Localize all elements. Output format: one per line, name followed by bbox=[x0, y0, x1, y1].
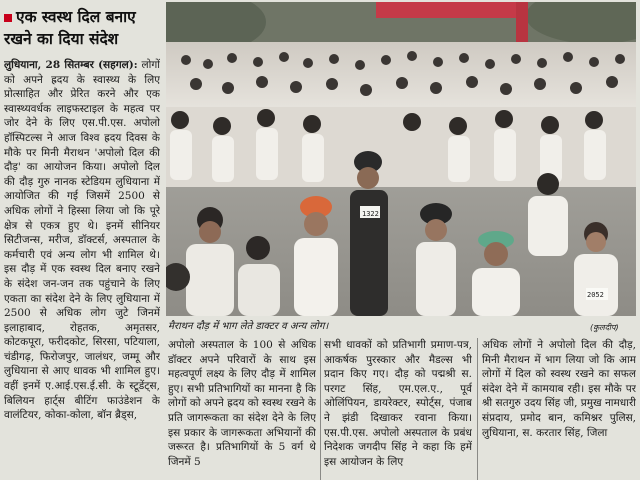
article-column-2-text: अपोलो अस्पताल के 100 से अधिक डॉक्टर अपने परिवारों के साथ इस महत्वपूर्ण लक्ष्य के लिए दौड़ में शामिल हुए। सभी प्रतिभागियों का मानना है कि लोगों को अपने ह्रदय को स्वस्थ रखने के प्रति जागरूकता का संदेश देने के लिए इस प्रकार के जागरूकता अभियानों की जरूरत है। प्रतिभागियों के 5 वर्ग थे जिनमें 5 bbox=[168, 339, 316, 468]
article-column-3-text: सभी धावकों को प्रतिभागी प्रमाण-पत्र, आकर्षक पुरस्कार और मैडल्स भी प्रदान किए गए। दौड़ को पद्मश्री स. परगट सिंह, एम.एल.ए., पूर्व ओलिंपियन, डायरेक्टर, स्पोर्ट्स, पंजाब ने झंडी दिखाकर रवाना किया। एस.पी.एस. अपोलो अस्पताल के प्रबंध निदेशक जगदीप सिंह ने कहा कि हमें इस आयोजन के लिए bbox=[324, 339, 472, 468]
article-column-2 bbox=[168, 338, 316, 480]
bib-number-1: 1322 bbox=[362, 210, 379, 218]
headline bbox=[4, 6, 164, 50]
article-column-4-text: अधिक लोगों ने अपोलो दिल की दौड़, मिनी मैराथन में भाग लिया जो कि आम लोगों में दिल को स्वस्थ रखने का सफल संदेश देने में कामयाब रही। इस मौके पर श्री सतगुरु उदय सिंह जी, प्रमुख नामधारी संप्रदाय, प्रमोद बान, कमिश्नर पुलिस, लुधियाना, स. करतार सिंह, जिला bbox=[482, 339, 636, 439]
bib-number-2: 2052 bbox=[587, 291, 604, 299]
article-column-3 bbox=[324, 338, 472, 480]
article-column-1 bbox=[4, 58, 160, 480]
article-column-1-text bbox=[4, 58, 160, 423]
photo-credit: (कुलदीप) bbox=[590, 323, 619, 332]
photo-caption: मैराथन दौड़ में भाग लेते डाक्टर व अन्य लोग। bbox=[168, 321, 329, 332]
headline-line-2: रखने का दिया संदेश bbox=[4, 30, 119, 48]
article-column-1-body: लोगों को अपने ह्रदय के स्वास्थ्य के लिए प्रोत्साहित और प्रेरित करने और एक स्वास्थ्यवर्धक लाइफस्टाइल के महत्व पर जोर देने के लिए एस.पी.एस. अपोलो हॉस्पिटल्स ने आज विश्व ह्रदय दिवस के मौके पर मिनी मैराथन 'अपोलो दिल की दौड़' का आयोजन किया। अपोलो दिल की दौड़ गुरु नानक स्टेडियम लुधियाना में आयोजित की गई जिसमें 2500 से अधिक लोगों ने हिस्सा लिया जो कि पूरे क्षेत्र से एकत्र हुए थे। इनमें सीनियर सिटीजन्स, मरीज, डॉक्टर्स, अस्पताल के कर्मचारी एवं अन्य लोग भी शामिल थे। इस दौड़ में एक स्वस्थ दिल बनाए रखने के संदेश जन-जन तक पहुंचाने के लिए एकता का संदेश देने के लिए लुधियाना में 2500 से अधिक लोग जुटे जिनमें इलाहाबाद, रोहतक, अमृतसर, कोटकपूरा, फरीदकोट, सिरसा, पटियाला, चंडीगढ़, फिरोजपुर, जालंधर, जम्मू और लुधियाना से आए धावक भी शामिल हुए। वहीं इनमें ए.आई.एस.ई.सी. के स्टूडेंट्स, बिलियन हार्ट्स बीटिंग फाउंडेशन के वालंटियर, कोका-कोला, बॉन ब्रैड्स, bbox=[4, 59, 160, 422]
marathon-photo-illustration bbox=[166, 2, 636, 316]
column-divider bbox=[477, 338, 478, 480]
headline-line-1-text: एक स्वस्थ दिल बनाए bbox=[16, 8, 136, 26]
headline-bullet-icon bbox=[4, 14, 12, 22]
article-column-4 bbox=[482, 338, 636, 480]
marathon-photo bbox=[166, 2, 636, 316]
column-divider bbox=[320, 338, 321, 480]
headline-line-1 bbox=[4, 6, 164, 28]
dateline: लुधियाना, 28 सितम्बर (सहगल): bbox=[4, 59, 138, 71]
